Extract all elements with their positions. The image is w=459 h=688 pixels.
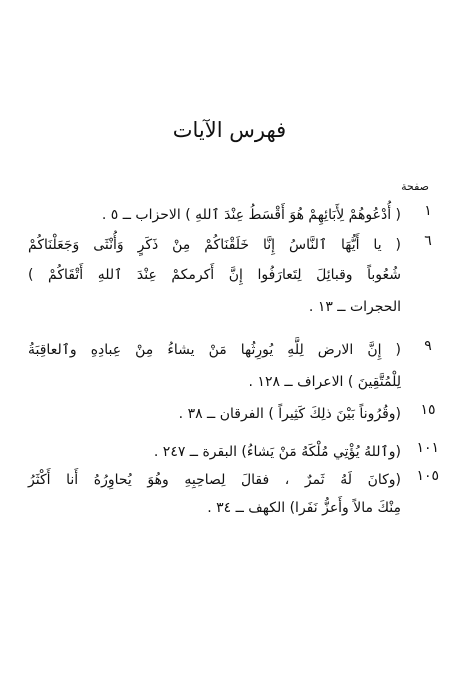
page-column-label: صفحة bbox=[401, 180, 429, 193]
entry-page-number: ١٥ bbox=[420, 402, 436, 418]
page-title: فهرس الآيات bbox=[172, 118, 287, 142]
verse-line: (وكانَ لَهُ ثَمرٌ ، فقالَ لِصاحِبِهِ وهُوَ يُحاوِرُهُ أَنا أَكْثَرُ bbox=[28, 472, 401, 488]
entry-page-number: ١٠٥ bbox=[416, 468, 439, 484]
verse-line: ( أُدْعُوهُمْ لِأَبَائِهِمْ هُوَ أَقْسَطُ عِنْدَ ٱللهِ ) الاحزاب ــ ٥ . bbox=[101, 207, 401, 223]
entry-page-number: ١ bbox=[424, 203, 432, 219]
entry-page-number: ٩ bbox=[424, 338, 432, 354]
verse-line: لِلْمُتَّقِينَ ) الاعراف ــ ١٢٨ . bbox=[248, 374, 401, 390]
verse-line: مِنْكَ مالاً وأَعزُّ نَفَرا) الكهف ــ ٣٤ . bbox=[207, 500, 401, 516]
verse-line: شُعُوباً وقبائِلَ لِتَعارَفُوا إِنَّ أَكرمكمْ عِنْدَ ٱللهِ أَتْقَاكُمْ ) bbox=[28, 267, 401, 283]
verse-line: (وقُرُوناً بَيْنَ ذلِكَ كَثِيراً ) الفرقان ــ ٣٨ . bbox=[178, 406, 401, 422]
verse-line: (وٱللهُ يُؤْتِي مُلْكَهُ مَنْ يَشاءُ) البقرة ــ ٢٤٧ . bbox=[153, 444, 401, 460]
verse-line: ( إِنَّ الارض لِلَّهِ يُورِثُها مَنْ يشاءُ مِنْ عِبادِهِ وٱلعاقِبَةُ bbox=[28, 342, 401, 358]
entry-page-number: ٦ bbox=[424, 233, 432, 249]
entry-page-number: ١٠١ bbox=[416, 440, 439, 456]
verse-line: ( يا أَيُّهَا ٱلنَّاسُ إِنَّا خَلَقْنَاكُمْ مِنْ ذَكَرٍ وَأُنْثَى وَجَعَلْنَاكُمْ bbox=[28, 237, 401, 253]
verse-line: الحجرات ــ ١٣ . bbox=[308, 299, 401, 315]
